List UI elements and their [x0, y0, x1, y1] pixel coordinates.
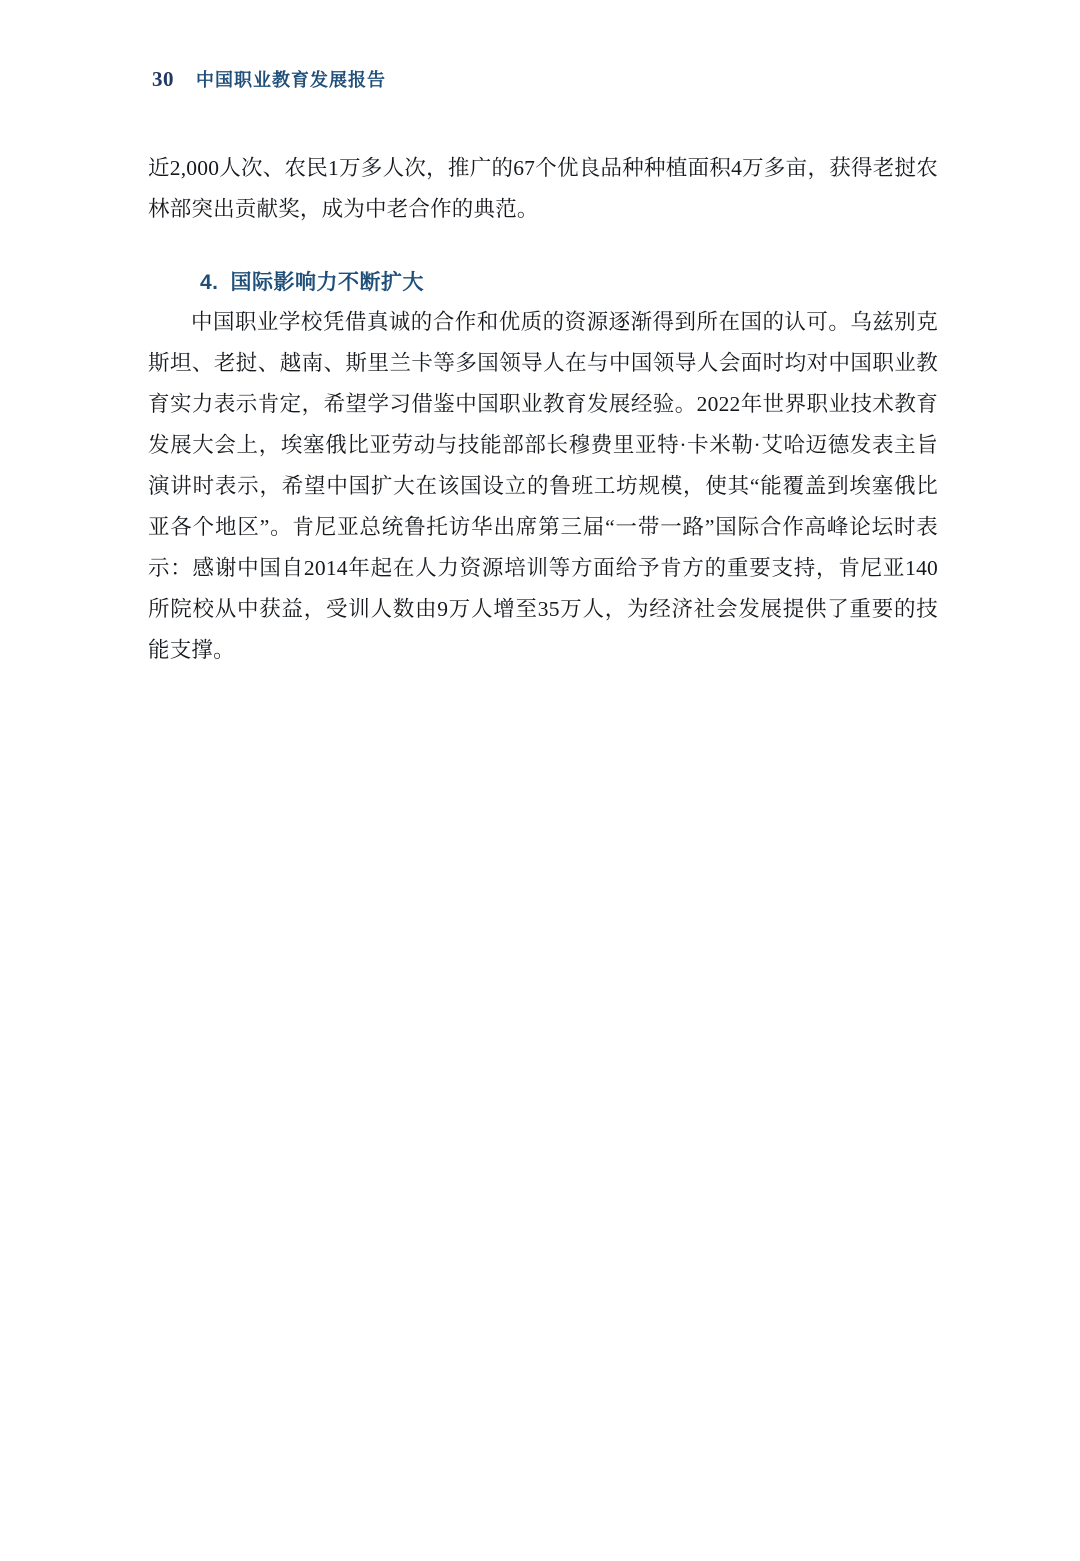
- section-title: 国际影响力不断扩大: [230, 271, 425, 294]
- page-number: 30: [152, 67, 174, 91]
- paragraph-section-body: 中国职业学校凭借真诚的合作和优质的资源逐渐得到所在国的认可。乌兹别克斯坦、老挝、越南、斯里兰卡等多国领导人在与中国领导人会面时均对中国职业教育实力表示肯定，希望学习借鉴中国职业教育发展经验。2022年世界职业技术教育发展大会上，埃塞俄比亚劳动与技能部部长穆费里亚特·卡米勒·艾哈迈德发表主旨演讲时表示，希望中国扩大在该国设立的鲁班工坊规模，使其“能覆盖到埃塞俄比亚各个地区”。肯尼亚总统鲁托访华出席第三届“一带一路”国际合作高峰论坛时表示：感谢中国自2014年起在人力资源培训等方面给予肯方的重要支持，肯尼亚140所院校从中获益，受训人数由9万人增至35万人，为经济社会发展提供了重要的技能支撑。: [148, 310, 938, 662]
- page-header: [152, 66, 386, 92]
- paragraph-opening: 近2,000人次、农民1万多人次，推广的67个优良品种种植面积4万多亩，获得老挝农林部突出贡献奖，成为中老合作的典范。: [148, 156, 938, 221]
- page-content: [148, 148, 938, 671]
- running-title: 中国职业教育发展报告: [196, 70, 386, 90]
- section-heading: [148, 266, 938, 296]
- section-number: 4.: [200, 271, 219, 294]
